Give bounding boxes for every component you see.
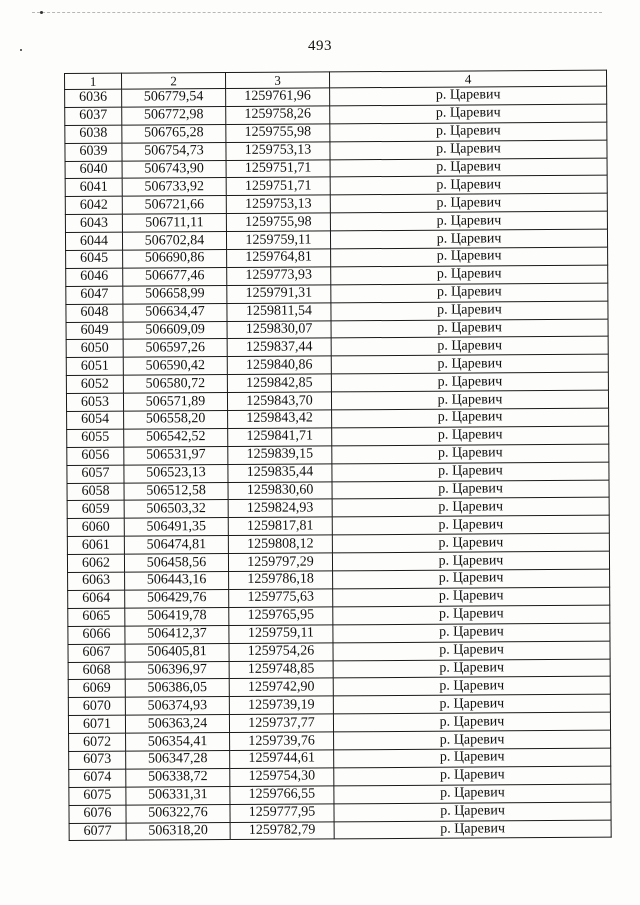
y-coordinate-cell: 1259744,61 xyxy=(230,750,334,769)
feature-name-cell: р. Царевич xyxy=(334,748,611,768)
x-coordinate-cell: 506634,47 xyxy=(123,303,227,322)
feature-name-cell: р. Царевич xyxy=(332,516,609,536)
point-number-cell: 6070 xyxy=(68,697,125,715)
point-number-cell: 6043 xyxy=(65,214,122,232)
y-coordinate-cell: 1259817,81 xyxy=(228,517,332,536)
y-coordinate-cell: 1259791,31 xyxy=(227,285,331,304)
feature-name-cell: р. Царевич xyxy=(331,390,608,410)
x-coordinate-cell: 506658,99 xyxy=(123,285,227,304)
x-coordinate-cell: 506531,97 xyxy=(124,446,228,465)
y-coordinate-cell: 1259782,79 xyxy=(230,821,334,840)
column-header-x-coordinate: 2 xyxy=(122,73,226,90)
point-number-cell: 6051 xyxy=(66,358,123,376)
x-coordinate-cell: 506405,81 xyxy=(125,643,229,662)
feature-name-cell: р. Царевич xyxy=(331,337,608,357)
y-coordinate-cell: 1259761,96 xyxy=(226,88,330,107)
point-number-cell: 6052 xyxy=(66,375,123,393)
y-coordinate-cell: 1259758,26 xyxy=(226,106,330,125)
point-number-cell: 6037 xyxy=(65,107,122,125)
y-coordinate-cell: 1259755,98 xyxy=(226,124,330,143)
scan-edge-mark xyxy=(32,12,602,13)
feature-name-cell: р. Царевич xyxy=(330,158,607,178)
feature-name-cell: р. Царевич xyxy=(333,587,610,607)
x-coordinate-cell: 506721,66 xyxy=(122,196,226,215)
x-coordinate-cell: 506331,31 xyxy=(126,786,230,805)
point-number-cell: 6047 xyxy=(66,286,123,304)
y-coordinate-cell: 1259737,77 xyxy=(229,714,333,733)
coordinates-table-wrapper xyxy=(64,70,611,842)
point-number-cell: 6063 xyxy=(68,572,125,590)
x-coordinate-cell: 506754,73 xyxy=(122,142,226,161)
feature-name-cell: р. Царевич xyxy=(331,301,608,321)
x-coordinate-cell: 506597,26 xyxy=(123,339,227,358)
column-header-point-number: 1 xyxy=(65,73,122,89)
point-number-cell: 6040 xyxy=(65,161,122,179)
y-coordinate-cell: 1259765,95 xyxy=(229,607,333,626)
x-coordinate-cell: 506702,84 xyxy=(122,232,226,251)
x-coordinate-cell: 506677,46 xyxy=(123,267,227,286)
feature-name-cell: р. Царевич xyxy=(331,283,608,303)
y-coordinate-cell: 1259742,90 xyxy=(229,678,333,697)
x-coordinate-cell: 506765,28 xyxy=(122,124,226,143)
feature-name-cell: р. Царевич xyxy=(331,372,608,392)
feature-name-cell: р. Царевич xyxy=(330,229,607,249)
x-coordinate-cell: 506590,42 xyxy=(123,357,227,376)
x-coordinate-cell: 506458,56 xyxy=(124,554,228,573)
feature-name-cell: р. Царевич xyxy=(331,355,608,375)
point-number-cell: 6062 xyxy=(67,554,124,572)
y-coordinate-cell: 1259797,29 xyxy=(228,553,332,572)
x-coordinate-cell: 506396,97 xyxy=(125,661,229,680)
point-number-cell: 6056 xyxy=(67,447,124,465)
feature-name-cell: р. Царевич xyxy=(332,551,609,571)
point-number-cell: 6050 xyxy=(66,340,123,358)
y-coordinate-cell: 1259811,54 xyxy=(227,303,331,322)
feature-name-cell: р. Царевич xyxy=(334,766,611,786)
y-coordinate-cell: 1259835,44 xyxy=(228,464,332,483)
feature-name-cell: р. Царевич xyxy=(334,802,611,822)
x-coordinate-cell: 506523,13 xyxy=(124,464,228,483)
y-coordinate-cell: 1259759,11 xyxy=(229,625,333,644)
point-number-cell: 6054 xyxy=(67,411,124,429)
feature-name-cell: р. Царевич xyxy=(333,641,610,661)
x-coordinate-cell: 506347,28 xyxy=(126,750,230,769)
x-coordinate-cell: 506779,54 xyxy=(122,89,226,108)
y-coordinate-cell: 1259839,15 xyxy=(228,446,332,465)
feature-name-cell: р. Царевич xyxy=(332,498,609,518)
point-number-cell: 6071 xyxy=(68,715,125,733)
feature-name-cell: р. Царевич xyxy=(331,319,608,339)
point-number-cell: 6058 xyxy=(67,483,124,501)
feature-name-cell: р. Царевич xyxy=(334,730,611,750)
point-number-cell: 6077 xyxy=(69,823,126,841)
y-coordinate-cell: 1259739,76 xyxy=(230,732,334,751)
y-coordinate-cell: 1259837,44 xyxy=(227,338,331,357)
feature-name-cell: р. Царевич xyxy=(331,265,608,285)
x-coordinate-cell: 506772,98 xyxy=(122,106,226,125)
feature-name-cell: р. Царевич xyxy=(330,140,607,160)
point-number-cell: 6066 xyxy=(68,626,125,644)
point-number-cell: 6072 xyxy=(69,733,126,751)
x-coordinate-cell: 506571,89 xyxy=(123,393,227,412)
feature-name-cell: р. Царевич xyxy=(330,86,607,106)
point-number-cell: 6048 xyxy=(66,304,123,322)
point-number-cell: 6042 xyxy=(65,196,122,214)
y-coordinate-cell: 1259786,18 xyxy=(229,571,333,590)
point-number-cell: 6065 xyxy=(68,608,125,626)
point-number-cell: 6049 xyxy=(66,322,123,340)
y-coordinate-cell: 1259766,55 xyxy=(230,786,334,805)
feature-name-cell: р. Царевич xyxy=(333,677,610,697)
point-number-cell: 6041 xyxy=(65,179,122,197)
feature-name-cell: р. Царевич xyxy=(333,712,610,732)
x-coordinate-cell: 506609,09 xyxy=(123,321,227,340)
point-number-cell: 6038 xyxy=(65,125,122,143)
y-coordinate-cell: 1259739,19 xyxy=(229,696,333,715)
feature-name-cell: р. Царевич xyxy=(330,104,607,124)
x-coordinate-cell: 506363,24 xyxy=(125,715,229,734)
x-coordinate-cell: 506558,20 xyxy=(124,411,228,430)
x-coordinate-cell: 506474,81 xyxy=(124,536,228,555)
feature-name-cell: р. Царевич xyxy=(332,480,609,500)
x-coordinate-cell: 506580,72 xyxy=(123,375,227,394)
feature-name-cell: р. Царевич xyxy=(333,569,610,589)
x-coordinate-cell: 506318,20 xyxy=(126,822,230,841)
point-number-cell: 6064 xyxy=(68,590,125,608)
point-number-cell: 6067 xyxy=(68,644,125,662)
x-coordinate-cell: 506429,76 xyxy=(125,589,229,608)
feature-name-cell: р. Царевич xyxy=(334,820,611,840)
x-coordinate-cell: 506491,35 xyxy=(124,518,228,537)
x-coordinate-cell: 506386,05 xyxy=(125,679,229,698)
point-number-cell: 6039 xyxy=(65,143,122,161)
x-coordinate-cell: 506743,90 xyxy=(122,160,226,179)
x-coordinate-cell: 506542,52 xyxy=(124,428,228,447)
feature-name-cell: р. Царевич xyxy=(330,176,607,196)
x-coordinate-cell: 506690,86 xyxy=(123,250,227,269)
y-coordinate-cell: 1259843,70 xyxy=(227,392,331,411)
x-coordinate-cell: 506733,92 xyxy=(122,178,226,197)
feature-name-cell: р. Царевич xyxy=(330,211,607,231)
column-header-y-coordinate: 3 xyxy=(226,72,330,89)
y-coordinate-cell: 1259808,12 xyxy=(228,535,332,554)
x-coordinate-cell: 506443,16 xyxy=(125,572,229,591)
point-number-cell: 6076 xyxy=(69,805,126,823)
table-body xyxy=(65,86,612,841)
y-coordinate-cell: 1259751,71 xyxy=(226,177,330,196)
point-number-cell: 6075 xyxy=(69,787,126,805)
point-number-cell: 6045 xyxy=(66,250,123,268)
x-coordinate-cell: 506412,37 xyxy=(125,625,229,644)
x-coordinate-cell: 506711,11 xyxy=(122,214,226,233)
y-coordinate-cell: 1259830,07 xyxy=(227,320,331,339)
x-coordinate-cell: 506322,76 xyxy=(126,804,230,823)
x-coordinate-cell: 506512,58 xyxy=(124,482,228,501)
y-coordinate-cell: 1259777,95 xyxy=(230,803,334,822)
feature-name-cell: р. Царевич xyxy=(333,659,610,679)
x-coordinate-cell: 506419,78 xyxy=(125,607,229,626)
y-coordinate-cell: 1259759,11 xyxy=(226,231,330,250)
point-number-cell: 6061 xyxy=(67,536,124,554)
point-number-cell: 6073 xyxy=(69,751,126,769)
feature-name-cell: р. Царевич xyxy=(334,784,611,804)
feature-name-cell: р. Царевич xyxy=(332,408,609,428)
y-coordinate-cell: 1259753,13 xyxy=(226,195,330,214)
coordinates-table xyxy=(64,70,612,842)
feature-name-cell: р. Царевич xyxy=(330,122,607,142)
point-number-cell: 6074 xyxy=(69,769,126,787)
y-coordinate-cell: 1259751,71 xyxy=(226,159,330,178)
point-number-cell: 6046 xyxy=(66,268,123,286)
y-coordinate-cell: 1259755,98 xyxy=(226,213,330,232)
point-number-cell: 6053 xyxy=(66,393,123,411)
x-coordinate-cell: 506338,72 xyxy=(126,768,230,787)
feature-name-cell: р. Царевич xyxy=(331,247,608,267)
x-coordinate-cell: 506503,32 xyxy=(124,500,228,519)
point-number-cell: 6059 xyxy=(67,501,124,519)
y-coordinate-cell: 1259773,93 xyxy=(227,267,331,286)
feature-name-cell: р. Царевич xyxy=(332,426,609,446)
y-coordinate-cell: 1259748,85 xyxy=(229,660,333,679)
point-number-cell: 6057 xyxy=(67,465,124,483)
x-coordinate-cell: 506374,93 xyxy=(125,697,229,716)
y-coordinate-cell: 1259830,60 xyxy=(228,481,332,500)
feature-name-cell: р. Царевич xyxy=(333,623,610,643)
point-number-cell: 6036 xyxy=(65,89,122,107)
feature-name-cell: р. Царевич xyxy=(333,605,610,625)
y-coordinate-cell: 1259842,85 xyxy=(227,374,331,393)
feature-name-cell: р. Царевич xyxy=(332,462,609,482)
feature-name-cell: р. Царевич xyxy=(332,533,609,553)
column-header-feature: 4 xyxy=(329,70,606,88)
y-coordinate-cell: 1259764,81 xyxy=(227,249,331,268)
table-row xyxy=(69,820,611,841)
point-number-cell: 6044 xyxy=(65,232,122,250)
scan-speck xyxy=(40,11,43,14)
y-coordinate-cell: 1259824,93 xyxy=(228,499,332,518)
feature-name-cell: р. Царевич xyxy=(333,694,610,714)
x-coordinate-cell: 506354,41 xyxy=(126,733,230,752)
point-number-cell: 6068 xyxy=(68,662,125,680)
y-coordinate-cell: 1259775,63 xyxy=(229,589,333,608)
point-number-cell: 6069 xyxy=(68,680,125,698)
feature-name-cell: р. Царевич xyxy=(332,444,609,464)
y-coordinate-cell: 1259754,26 xyxy=(229,642,333,661)
y-coordinate-cell: 1259841,71 xyxy=(228,428,332,447)
y-coordinate-cell: 1259753,13 xyxy=(226,142,330,161)
point-number-cell: 6055 xyxy=(67,429,124,447)
y-coordinate-cell: 1259754,30 xyxy=(230,768,334,787)
page-number: 493 xyxy=(308,38,332,54)
feature-name-cell: р. Царевич xyxy=(330,194,607,214)
y-coordinate-cell: 1259840,86 xyxy=(227,356,331,375)
y-coordinate-cell: 1259843,42 xyxy=(228,410,332,429)
point-number-cell: 6060 xyxy=(67,519,124,537)
